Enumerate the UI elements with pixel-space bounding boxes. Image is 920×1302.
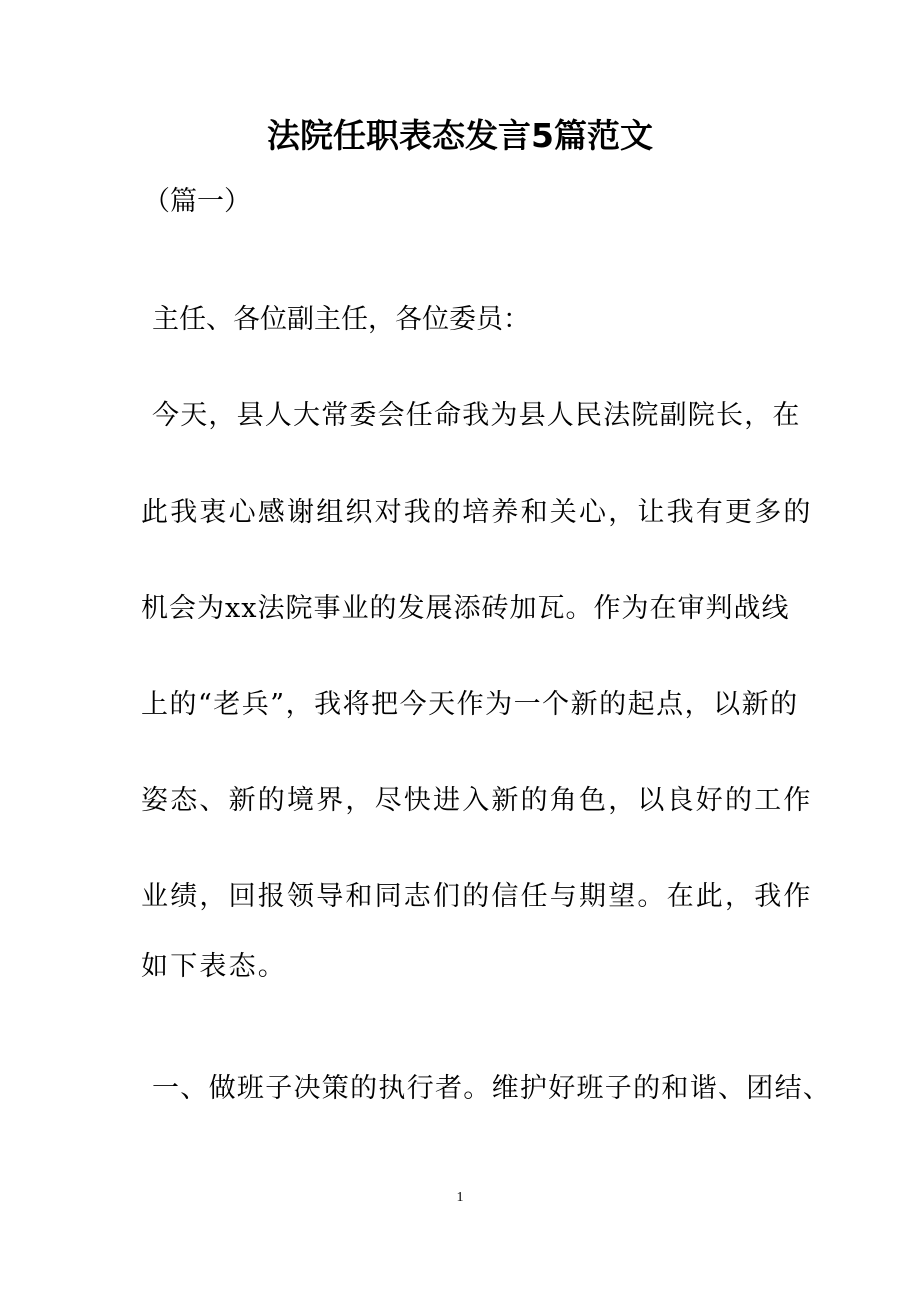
document-title: 法院任职表态发言5篇范文 [267, 116, 653, 155]
body-text-line: 姿态、新的境界，尽快进入新的角色，以良好的工作 [141, 785, 813, 816]
body-text-line: 上的“老兵”，我将把今天作为一个新的起点，以新的 [141, 689, 799, 720]
body-text-line: 今天，县人大常委会任命我为县人民法院副院长，在 [152, 400, 801, 431]
section-heading-line: 一、做班子决策的执行者。维护好班子的和谐、团结、 [152, 1073, 832, 1104]
body-text-line: 此我衷心感谢组织对我的培养和关心，让我有更多的 [141, 497, 813, 528]
section-label: （篇一） [143, 186, 251, 217]
body-text-line: 业绩，回报领导和同志们的信任与期望。在此，我作 [141, 881, 813, 912]
body-text-line: 机会为xx法院事业的发展添砖加瓦。作为在审判战线 [141, 593, 790, 624]
body-text-line: 如下表态。 [141, 951, 287, 982]
salutation-line: 主任、各位副主任，各位委员： [152, 304, 530, 335]
page-number: 1 [456, 1190, 464, 1205]
